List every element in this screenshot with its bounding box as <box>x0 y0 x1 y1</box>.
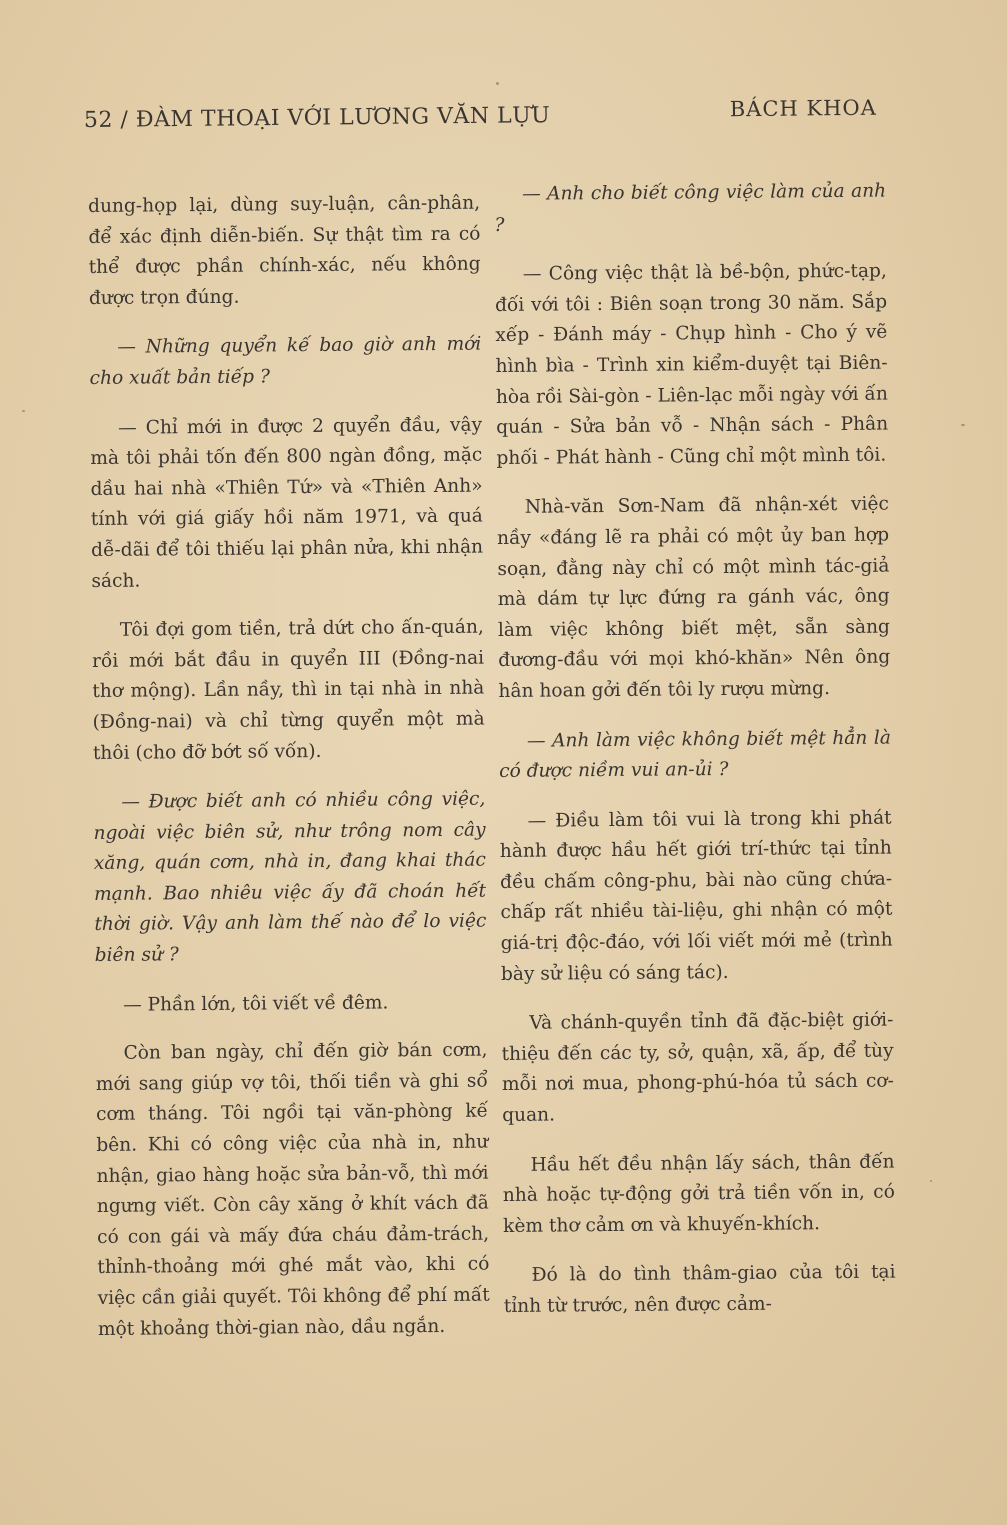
interview-question: — Anh cho biết công việc làm của anh ? <box>494 180 887 236</box>
paragraph: Hầu hết đều nhận lấy sách, thân đến nhà hoặc tự-động gởi trả tiền vốn in, có kèm thơ cảm ơn và khuyến-khích. <box>502 1151 895 1237</box>
running-head-title: 52 / ĐÀM THOẠI VỚI LƯƠNG VĂN LỰU <box>83 103 551 133</box>
paper-speck <box>961 424 965 426</box>
paragraph: Nhà-văn Sơn-Nam đã nhận-xét việc nầy «đáng lẽ ra phải có một ủy ban hợp soạn, đằng này chỉ có một mình tác-giả mà dám tự lực đứng ra gánh vác, ông làm việc không biết mệt, sẵn sàng đương-đầu với mọi khó-khăn» Nên ông hân hoan gởi đến tôi ly rượu mừng. <box>497 493 891 702</box>
paragraph: Còn ban ngày, chỉ đến giờ bán cơm, mới sang giúp vợ tôi, thối tiền và ghi sổ cơm tháng. Tôi ngồi tại văn-phòng kế bên. Khi có công việc của nhà in, như nhận, giao hàng hoặc sửa bản-vỗ, thì mới ngưng viết. Còn cây xăng ở khít vách đã có con gái và mấy đứa cháu đảm-trách, thỉnh-thoảng mới ghé mắt vào, khi có việc cần giải quyết. Tôi không để phí mất một khoảng thời-gian nào, dầu ngắn. <box>95 1039 490 1340</box>
interview-question: — Anh làm việc không biết mệt hẳn là có được niềm vui an-ủi ? <box>499 727 891 783</box>
interview-answer: — Công việc thật là bề-bộn, phức-tạp, đối với tôi : Biên soạn trong 30 năm. Sắp xếp - Đánh máy - Chụp hình - Cho ý vẽ hình bìa - Trình xin kiểm-duyệt tại Biên-hòa rồi Sài-gòn - Liên-lạc mỗi ngày với ấn quán - Sửa bản vỗ - Nhận sách - Phân phối - Phát hành - Cũng chỉ một mình tôi. <box>495 260 889 469</box>
paragraph: Và chánh-quyền tỉnh đã đặc-biệt giới-thiệu đến các ty, sở, quận, xã, ấp, để tùy mỗi nơi mua, phong-phú-hóa tủ sách cơ-quan. <box>501 1009 894 1126</box>
paragraph: dung-họp lại, dùng suy-luận, cân-phân, để xác định diễn-biến. Sự thật tìm ra có thể được phần chính-xác, nếu không được trọn đúng. <box>88 192 481 309</box>
interview-answer: — Điều làm tôi vui là trong khi phát hành được hầu hết giới trí-thức tại tỉnh đều chấm công-phu, bài nào cũng chứa-chấp rất nhiều tài-liệu, ghi nhận có một giá-trị độc-đáo, với lối viết mới mẻ (trình bày sử liệu có sáng tác). <box>499 807 893 985</box>
page-header <box>83 95 877 148</box>
interview-question: — Những quyển kế bao giờ anh mới cho xuất bản tiếp ? <box>89 333 482 389</box>
interview-question: — Được biết anh có nhiều công việc, ngoài việc biên sử, như trông nom cây xăng, quán cơm, nhà in, đang khai thác mạnh. Bao nhiêu việc ấy đã choán hết thời giờ. Vậy anh làm thế nào để lo việc biên sử ? <box>93 788 487 967</box>
left-column <box>88 189 490 1365</box>
paragraph: Tôi đợi gom tiền, trả dứt cho ấn-quán, rồi mới bắt đầu in quyển III (Đồng-nai thơ mộng). Lần nầy, thì in tại nhà in nhà (Đồng-nai) và chỉ từng quyển một mà thôi (cho đỡ bớt số vốn). <box>92 616 485 764</box>
interview-answer: — Chỉ mới in được 2 quyển đầu, vậy mà tôi phải tốn đến 800 ngàn đồng, mặc dầu hai nhà «Thiên Tứ» và «Thiên Anh» tính với giá giấy hồi năm 1971, và quá dễ-dãi để tôi thiếu lại phân nửa, khi nhận sách. <box>90 414 484 592</box>
right-column <box>494 177 896 1342</box>
magazine-name: BÁCH KHOA <box>729 95 877 122</box>
paper-speck <box>496 82 499 85</box>
interview-answer: — Phần lớn, tôi viết về đêm. <box>123 992 389 1016</box>
paragraph: Đó là do tình thâm-giao của tôi tại tỉnh từ trước, nên được cảm- <box>503 1261 896 1317</box>
paper-speck <box>22 410 25 412</box>
paper-speck <box>930 1180 932 1182</box>
